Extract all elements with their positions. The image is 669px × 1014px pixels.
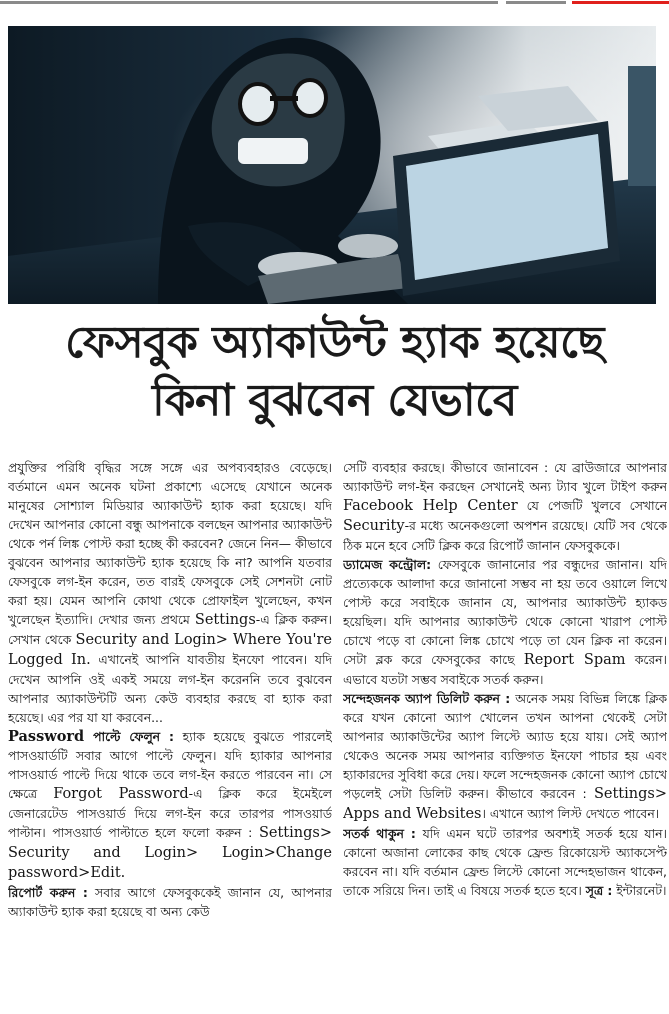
subhead-password: Password (8, 728, 85, 745)
article-paragraph (343, 689, 667, 824)
damage-text-2: করেন। এভাবে যতটা সম্ভব সবাইকে সতর্ক করুন। (343, 652, 667, 687)
password-text-2: -এ ক্লিক করে ইমেইলে জেনারেটেড পাসওয়ার্ড দিয়ে লগ-ইন করে তারপর পাসওয়ার্ড পাল্টান। পাসওয়ার্ড পাল্টাতে হলে ফলো করুন : (8, 786, 332, 840)
article-paragraph (343, 824, 667, 900)
careful-text: যদি এমন ঘটে তারপর অবশ্যই সতর্ক হয়ে যান। কোনো অজানা লোকের কাছ থেকে ফ্রেন্ড রিকোয়েস্ট অ্যাকসেপ্ট করবেন না। যদি বর্তমান ফ্রেন্ড লিস্টে কোনো সন্দেহভাজন থাকেন, তাকে সরিয়ে দিন। তাই এ বিষয়ে সতর্ক হতে হবে। (343, 826, 667, 898)
security-term: Security (343, 518, 405, 534)
password-text: হ্যাক হয়েছে বুঝতে পারলেই পাসওয়ার্ডটি সবার আগে পাল্টে ফেলুন। যদি হ্যাকার আপনার পাসওয়ার্ড পাল্টে দিয়ে থাকে তবে লগ-ইন করতে পারবেন না। সে ক্ষেত্রে (8, 729, 332, 801)
article-column-left (8, 458, 332, 1010)
subhead-report: রিপোর্ট করুন : (8, 885, 88, 900)
forgot-password-term: Forgot Password (53, 786, 189, 802)
subhead-be-careful: সতর্ক থাকুন : (343, 826, 416, 841)
app-text-2: । এখানে অ্যাপ লিস্ট দেখতে পাবেন। (481, 806, 660, 821)
intro-text: প্রযুক্তির পরিধি বৃদ্ধির সঙ্গে সঙ্গে এর অপব্যবহারও বেড়েছে। বর্তমানে এমন অনেক ঘটনা প্রকাশ্যে এসেছে যেখানে অনেক মানুষের সোশ্যাল মিডিয়ার অ্যাকাউন্ট হ্যাক করা হয়েছে। যদি দেখেন আপনার কোনো বন্ধু আপনাকে বলছেন আপনার অ্যাকাউন্ট থেকে পর্ন লিঙ্ক পোস্ট করা হচ্ছে কী করবেন? জেনে নিন— কীভাবে বুঝবেন আপনার অ্যাকাউন্ট হ্যাক হয়েছে কি না? আপনি যতবার ফেসবুকে লগ-ইন করেন, তত বারই ফেসবুকে সেই সেশনটা নোট করা হয়। যেমন আপনি কোথা থেকে প্রোফাইল খুলেছেন, কখন খুলেছেন ইত্যাদি। দেখার জন্য প্রথমে (8, 460, 332, 627)
change-password-path: Settings> Security and Login> Login>Change password>Edit. (8, 825, 332, 881)
top-rule-gray-short (506, 1, 566, 4)
article-paragraph (8, 727, 332, 883)
article-paragraph (343, 458, 667, 555)
report-text-cont: সেটি ব্যবহার করছে। কীভাবে জানাবেন : যে ব্রাউজারে আপনার অ্যাকাউন্ট লগ-ইন করছেন সেখানেই অন্য ট্যাব খুলে টাইপ করুন (343, 460, 667, 494)
report-text-cont-2: যে পেজটি খুলবে সেখানে (517, 498, 667, 513)
top-rule-red (572, 1, 669, 4)
report-text-cont-3: -র মধ্যে অনেকগুলো অপশন রয়েছে। যেটি সব থেকে ঠিক মনে হবে সেটি ক্লিক করে রিপোর্ট জানান ফেসবুককে। (343, 518, 667, 553)
source-label: সূত্র : (585, 883, 613, 898)
intro-text-3: এখানেই আপনি যাবতীয় ইনফো পাবেন। যদি দেখেন আপনি ওই একই সময়ে লগ-ইন করেননি তবে বুঝবেন আপনার অ্যাকাউন্টটি অন্য কেউ ব্যবহার করছে বা হ্যাক করা হয়েছে। এর পর যা যা করবেন... (8, 652, 332, 725)
intro-text-2: -এ ক্লিক করুন। সেখান থেকে (8, 612, 332, 647)
subhead-damage-control: ড্যামেজ কন্ট্রোল: (343, 557, 432, 572)
article-paragraph (8, 883, 332, 921)
article-column-right (343, 458, 667, 1010)
subhead-password-2: পাল্টে ফেলুন : (84, 729, 174, 744)
headline (0, 314, 669, 430)
app-text: অনেক সময় বিভিন্ন লিঙ্কে ক্লিক করে যখন কোনো অ্যাপ খোলেন তখন আপনা থেকেই সেটা আপনার অ্যাকাউন্টের অ্যাপ লিস্টে অ্যাড হয়ে যায়। সেই অ্যাপ থেকেও অনেক সময় আপনার ব্যক্তিগত ইনফো পাচার হয় এবং হ্যাকারদের সুবিধা করে দেয়। ফলে সন্দেহজনক কোনো অ্যাপ চোখে পড়লেই সেটা ডিলিট করুন। কীভাবে করবেন : (343, 691, 667, 801)
subhead-delete-app: সন্দেহজনক অ্যাপ ডিলিট করুন : (343, 691, 511, 706)
top-rule-gray (0, 1, 498, 4)
report-spam-term: Report Spam (523, 652, 626, 668)
headline-line-1: ফেসবুক অ্যাকাউন্ট হ্যাক হয়েছে (65, 317, 604, 368)
article-paragraph (343, 555, 667, 689)
hacker-photo (8, 26, 656, 304)
top-rule (0, 0, 669, 8)
article-paragraph (8, 458, 332, 727)
help-center-term: Facebook Help Center (343, 498, 518, 514)
report-text: সবার আগে ফেসবুককেই জানান যে, আপনার অ্যাকাউন্ট হ্যাক করা হয়েছে বা অন্য কেউ (8, 885, 332, 919)
security-login-path: Security and Login> Where You're Logged In. (8, 632, 332, 668)
damage-text: ফেসবুকে জানানোর পর বন্ধুদের জানান। যদি প্রত্যেককে আলাদা করে জানানো সম্ভব না হয় তবে ওয়ালে লিখে পোস্ট করে সবাইকে জানান যে, আপনার অ্যাকাউন্ট হ্যাকড হয়েছিল। যদি আপনার অ্যাকাউন্ট থেকে কোনো খারাপ পোস্ট চোখে পড়ে বা কোনো লিঙ্ক চোখে পড়ে তা যেন ক্লিক না করেন। সেটা ব্লক করে ফেসবুকের কাছে (343, 557, 667, 667)
settings-term: Settings (194, 612, 256, 628)
headline-line-2: কিনা বুঝবেন যেভাবে (152, 375, 517, 426)
apps-websites-path: Settings> Apps and Websites (343, 786, 667, 822)
source-text: ইন্টারনেট। (612, 883, 667, 898)
